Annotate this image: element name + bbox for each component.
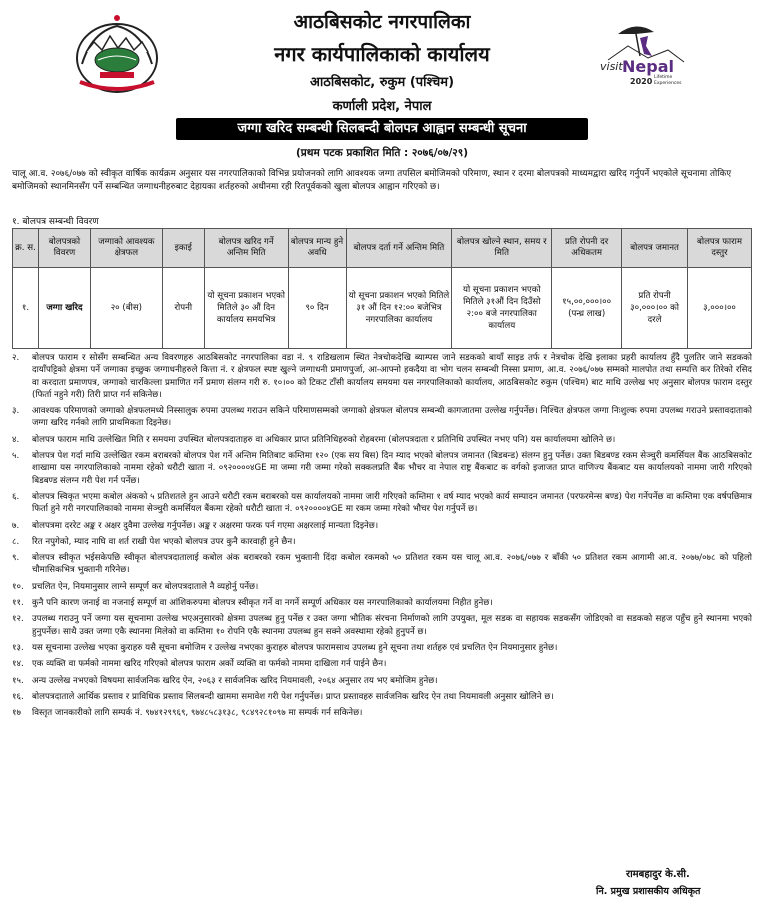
cell-form-fee: ३,०००।००	[688, 268, 752, 349]
cell-description: जग्गा खरिद	[38, 268, 90, 349]
notice-title-banner: जग्गा खरिद सम्बन्धी सिलबन्दी बोलपत्र आह्वान सम्बन्धी सूचना	[176, 118, 588, 140]
term-number: ६.	[12, 491, 20, 502]
office-address: आठबिसकोट, रुकुम (पश्चिम)	[309, 75, 455, 90]
term-item	[12, 691, 752, 703]
term-item	[12, 658, 752, 670]
municipality-name: आठबिसकोट नगरपालिका	[293, 11, 471, 33]
logo-year: 2020	[630, 77, 653, 86]
term-item	[12, 491, 752, 516]
cell-registration-deadline: यो सूचना प्रकाशन भएको मितिले ३१ औं दिन १२:०० बजेभित्र नगरपालिका कार्यालय	[346, 268, 452, 349]
cell-validity: ९० दिन	[288, 268, 346, 349]
term-number: १४.	[12, 659, 24, 670]
col-header-purchase-deadline: बोलपत्र खरिद गर्ने अन्तिम मिति	[204, 229, 288, 268]
term-text: बोलपत्र फाराम र सोसँग सम्बन्धित अन्य विवरणहरु आठबिसकोट नगरपालिका वडा नं. ९ राडिखलाम स्थित नेत्रचोकदेखि ब्याम्पस जाने सडकको बायाँ साइड तर्फ र नेत्रचोक देखि इलाका प्रहरी कार्यालय हुँदै पुलतिर जाने सडकको दायाँपट्टिको क्षेत्रमा पर्ने जग्गाका इच्छुक जग्गाधनीहरुले कित्ता नं. र क्षेत्रफल स्पष्ट खुल्ने जग्गाधनी प्रमाणपुर्जा, आ-आफ्नो हकदैया वा भोग चलन सम्बन्धी निस्सा प्रमाण, आ.व. २०७६/०७७ सम्मको मालपोत तथा सम्पत्ति कर तिरेको रसिद वा करदाता प्रमाणपत्र, जग्गाको चारकिल्ला प्रमाणित गर्ने प्रमाण संलग्न गरी रु. १०।०० को टिकट टाँसी कार्यालय समयमा यस नगरपालिकाको कार्यालय, आठबिसकोट रुकुम (पश्चिम) बाट माथि उल्लेख भए अनुसार बोलपत्र फाराम दस्तुर (फिर्ता नहुने गरी) तिरी प्राप्त गर्न सकिनेछ।	[32, 353, 752, 400]
term-text: उपलब्ध गराउनु पर्ने जग्गा यस सूचनामा उल्लेख भएअनुसारको क्षेत्रमा उपलब्ध हुनु पर्नेछ र उक्त जग्गा भौतिक संरचना निर्माणको लागि उपयुक्त, मूल सडक वा सहायक सडकसँग जोडिएको वा सडकको सहज पहुँच हुने स्थानमा भएको हुनुपर्नेछ। साथै उक्त जग्गा एकै स्थानमा मिलेको वा कम्तिमा १० रोपनि एकै स्थानमा उपलब्ध हुन सक्ने अवस्थामा रहेको हुनुपर्ने छ।	[32, 614, 752, 637]
term-item	[12, 520, 752, 532]
term-text: बोलपत्र फाराम माथि उल्लेखित मिति र समयमा उपस्थित बोलपत्रदाताहरु वा अधिकार प्राप्त प्रतिनिधिहरुको रोहबरमा (बोलपत्रदाता र प्रतिनिधि उपस्थित नभए पनि) यस कार्यालयमा खोलिने छ।	[32, 434, 616, 445]
term-text: कुनै पनि कारण जनाई वा नजनाई सम्पूर्ण वा आंशिकरुपमा बोलपत्र स्वीकृत गर्ने वा नगर्ने सम्पूर्ण अधिकार यस नगरपालिकाको कार्यालयमा निहीत हुनेछ।	[32, 598, 493, 609]
term-text: बोलपत्र स्विकृत भएमा कबोल अंकको ५ प्रतिशतले हुन आउने धरौटी रकम बराबरको यस कार्यालयको नाममा जारी गरिएको कम्तिमा १ वर्ष म्याद भएको कार्य सम्पादन जमानत (परफरमेन्स बण्ड) पेश गर्नेपर्नेछ वा कम्तिमा एक वर्षपछिमात्र फिर्ता हुने गरी नगरपालिकाको नाममा सेञ्चुरी कमर्सियल बैंकमा रहेको धरौटी खाता नं. ०९२००००४GE मा रकम जम्मा गरेको भौचर पेश गर्नुपर्ने छ।	[32, 491, 752, 515]
term-item	[12, 707, 752, 719]
term-number: १०.	[12, 581, 24, 592]
term-number: ३.	[12, 406, 20, 417]
term-item	[12, 581, 752, 593]
term-number: १५.	[12, 675, 24, 686]
office-name: नगर कार्यपालिकाको कार्यालय	[274, 42, 490, 66]
table-row	[13, 268, 752, 349]
province-name: कर्णाली प्रदेश, नेपाल	[332, 99, 432, 114]
cell-bid-security: प्रति रोपनी ३०,०००।०० को दरले	[622, 268, 688, 349]
col-header-opening: बोलपत्र खोल्ने स्थान, समय र मिति	[452, 229, 552, 268]
term-number: १२.	[12, 614, 24, 625]
cell-purchase-deadline: यो सूचना प्रकाशन भएको मितिले ३० औं दिन कार्यालय समयभित्र	[204, 268, 288, 349]
term-item	[12, 675, 752, 687]
term-number: ५.	[12, 451, 20, 462]
col-header-bid-security: बोलपत्र जमानत	[622, 229, 688, 268]
term-item	[12, 552, 752, 577]
signatory-name: रामबहादुर के.सी.	[626, 869, 690, 880]
term-item	[12, 642, 752, 654]
cell-max-rate: १५,००,०००।०० (पन्ध्र लाख)	[552, 268, 622, 349]
term-number: १७	[12, 708, 21, 719]
term-text: बोलपत्रमा दररेट अङ्क र अक्षर दुवैमा उल्लेख गर्नुपर्नेछ। अङ्क र अक्षरमा फरक पर्न गएमा अक्षरलाई मान्यता दिइनेछ।	[32, 520, 379, 531]
term-text: रित नपुगेको, म्याद नाघि वा शर्त राखी पेश भएको बोलपत्र उपर कुनै कारवाही हुने छैन।	[32, 536, 296, 547]
term-text: बोलपत्रदाताले आर्थिक प्रस्ताव र प्राविधिक प्रस्ताव सिलबन्दी खाममा समावेश गरी पेश गर्नुपर्नेछ। प्राप्त प्रस्तावहरु सार्वजनिक खरिद ऐन तथा नियमावली अनुसार खोलिने छ।	[32, 691, 554, 702]
term-text: यस सूचनामा उल्लेख भएका कुराहरु यसै सूचना बमोजिम र उल्लेख नभएका कुराहरु बोलपत्र फारामसाथ उपलब्ध हुने सूचना तथा शर्तहरु एवं प्रचलित ऐन नियमानुसार हुनेछ।	[32, 642, 558, 653]
logo-word-visit: visit	[600, 60, 623, 73]
cell-opening: यो सूचना प्रकाशन भएको मितिले ३१औं दिन दिउँसो २:०० बजे नगरपालिका कार्यालय	[452, 268, 552, 349]
term-number: १३.	[12, 642, 24, 653]
col-header-form-fee: बोलपत्र फाराम दस्तुर	[688, 229, 752, 268]
cell-sn: १.	[13, 268, 39, 349]
term-number: ११.	[12, 598, 24, 609]
term-item	[12, 434, 752, 446]
col-header-unit: इकाई	[162, 229, 204, 268]
intro-paragraph: चालू आ.व. २०७६/०७७ को स्वीकृत वार्षिक कार्यक्रम अनुसार यस नगरपालिकाको विभिन्न प्रयोजनको लागि आवश्यक जग्गा तपसिल बमोजिमको परिमाण, स्थान र दरमा बोलपत्रको माध्यमद्वारा खरिद गर्नुपर्ने भएकोले सूचनामा तोकिए बमोजिमको स्थानमिनसँग पर्ने सम्बन्धित जग्गाधनीहरुबाट देहायका शर्तहरुको अधीनमा रही रितपूर्वकको खुला बोलपत्र आह्वान गरिएको छ।	[12, 169, 732, 192]
term-item	[12, 597, 752, 609]
term-text: अन्य उल्लेख नभएको विषयमा सार्वजनिक खरिद ऐन, २०६३ र सार्वजनिक खरिद नियमावली, २०६४ अनुसार तय भए बमोजिम हुनेछ।	[32, 675, 438, 686]
col-header-description: बोलपत्रको विवरण	[38, 229, 90, 268]
col-header-max-rate: प्रति रोपनी दर अधिकतम	[552, 229, 622, 268]
term-item	[12, 613, 752, 638]
logo-tagline-1: Lifetime	[654, 75, 673, 80]
term-item	[12, 405, 752, 430]
term-number: ८.	[12, 536, 20, 547]
bid-details-table	[12, 228, 752, 349]
logo-word-nepal: Nepal	[622, 57, 674, 76]
term-item	[12, 352, 752, 401]
term-text: आवश्यक परिमाणको जग्गाको क्षेत्रफलमध्ये निस्सालुक रुपमा उपलब्ध गराउन सकिने परिमाणसम्मको जग्गाको क्षेत्रफल बोलपत्र सम्बन्धी कागजातमा उल्लेख गर्नुपर्नेछ। निश्चित क्षेत्रफल जग्गा निःशुल्क रुपमा उपलब्ध गराउने प्रस्तावदाताको जग्गा खरिद गर्नको लागि प्राथमिकता दिइनेछ।	[32, 406, 752, 429]
col-header-validity: बोलपत्र मान्य हुने अवधि	[288, 229, 346, 268]
terms-list	[12, 352, 752, 723]
col-header-sn: क्र. स.	[13, 229, 39, 268]
table-header-row	[13, 229, 752, 268]
term-text: एक व्यक्ति वा फर्मको नाममा खरिद गरिएको बोलपत्र फाराम अर्को व्यक्ति वा फर्मको नाममा दाखिला गर्न पाईने छैन।	[32, 659, 387, 670]
col-header-area: जग्गाको आवश्यक क्षेत्रफल	[90, 229, 162, 268]
term-text: बोलपत्र पेश गर्दा माथि उल्लेखित रकम बराबरको बोलपत्र पेश गर्ने अन्तिम मितिबाट कम्तिमा १२० (एक सय बिस) दिन म्याद भएको बोलपत्र जमानत (बिडबन्ड) संलग्न हुनु पर्नेछ। उक्त बिडबण्ड रकम सेञ्चुरी कमर्सियल बैंक आठबिसकोट शाखामा यस नगरपालिकाको नाममा रहेको धरौटी खाता नं. ०९२००००४GE मा जम्मा गरी जम्मा गरेको सक्कलप्रति बैंक भौचर वा नेपाल राष्ट्र बैंकबाट क वर्गको इजाजत प्राप्त वाणिज्य बैंकबाट यस कार्यालयको नाममा जारी गरिएको बिडबण्ड संलग्न गरी पेश गर्न पर्नेछ।	[32, 451, 752, 486]
term-number: ४.	[12, 434, 20, 445]
term-number: १६.	[12, 691, 24, 702]
term-text: प्रचलित ऐन, नियमानुसार लाग्ने सम्पूर्ण कर बोलपत्रदाताले नै व्यहोर्नु पर्नेछ।	[32, 581, 259, 592]
term-item	[12, 536, 752, 548]
term-number: ९.	[12, 553, 20, 564]
term-number: २.	[12, 353, 20, 363]
col-header-registration-deadline: बोलपत्र दर्ता गर्ने अन्तिम मिति	[346, 229, 452, 268]
term-text: विस्तृत जानकारीको लागि सम्पर्क नं. ९७४१२९९६९, ९७४८५८३१३८, ९८४९२८१०९७ मा सम्पर्क गर्न सकिनेछ।	[32, 708, 363, 719]
logo-tagline-2: Experiences	[654, 81, 682, 86]
signatory-title: नि. प्रमुख प्रशासकीय अधिकृत	[596, 886, 701, 897]
term-number: ७.	[12, 520, 20, 531]
cell-unit: रोपनी	[162, 268, 204, 349]
term-text: बोलपत्र स्वीकृत भईसकेपछि स्वीकृत बोलपत्रदातालाई कबोल अंक बराबरको रकम भुक्तानी दिंदा कबोल रकमको ५० प्रतिशत रकम यस चालू आ.व. २०७६/०७७ र बाँकी ५० प्रतिशत रकम आगामी आ.व. २०७७/०७८ को पहिलो चौमासिकभित्र भुक्तानी गरिनेछ।	[32, 553, 752, 576]
cell-area: २० (बीस)	[90, 268, 162, 349]
first-published-date: (प्रथम पटक प्रकाशित मिति : २०७६/०७/२९)	[295, 147, 468, 159]
term-item	[12, 450, 752, 487]
section-title-bid-details: १. बोलपत्र सम्बन्धी विवरण	[12, 217, 99, 227]
